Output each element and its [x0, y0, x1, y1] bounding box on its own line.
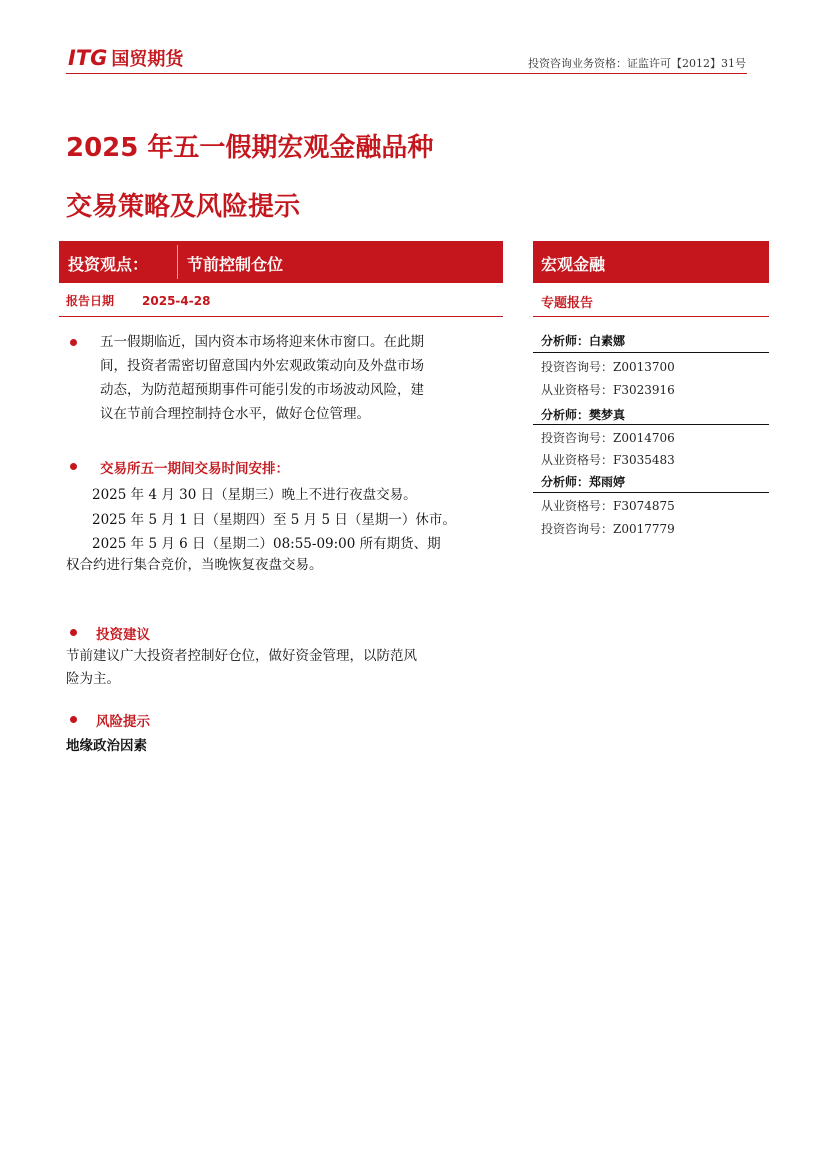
- logo-itg-text: ITG: [68, 46, 108, 70]
- schedule-heading: 交易所五一期间交易时间安排：: [100, 461, 289, 477]
- schedule-line: 2025 年 4 月 30 日（星期三）晚上不进行夜盘交易。: [92, 487, 417, 503]
- banner-separator: [177, 245, 178, 279]
- analyst-credential: 从业资格号：F3035483: [541, 453, 675, 467]
- bullet-icon: [70, 463, 77, 470]
- intro-line: 五一假期临近，国内资本市场将迎来休市窗口。在此期: [100, 334, 424, 350]
- bullet-icon: [70, 629, 77, 636]
- right-divider: [533, 316, 769, 317]
- advice-paragraph: [66, 645, 506, 691]
- analyst-name: 分析师：白素娜: [541, 334, 626, 348]
- analyst-divider: [533, 352, 769, 353]
- report-title-line-2: 交易策略及风险提示: [66, 192, 301, 222]
- analyst-name: 分析师：樊梦真: [541, 408, 626, 422]
- intro-line: 间，投资者需密切留意国内外宏观政策动向及外盘市场: [100, 358, 424, 374]
- analyst-credential: 投资咨询号：Z0017779: [541, 522, 675, 536]
- category-label: 宏观金融: [541, 255, 606, 274]
- report-date: [66, 292, 210, 309]
- intro-line: 议在节前合理控制持仓水平，做好仓位管理。: [100, 406, 370, 422]
- bullet-icon: [70, 716, 77, 723]
- advice-line: 险为主。: [66, 671, 120, 687]
- analyst-divider: [533, 424, 769, 425]
- analyst-name: 分析师：郑雨婷: [541, 475, 626, 489]
- license-info: 投资咨询业务资格：证监许可【2012】31号: [528, 57, 746, 70]
- analyst-credential: 从业资格号：F3074875: [541, 499, 675, 513]
- schedule-line-wrap: 权合约进行集合竞价，当晚恢复夜盘交易。: [66, 557, 323, 573]
- report-date-value: 2025-4-28: [142, 294, 211, 308]
- schedule-line: 2025 年 5 月 6 日（星期二）08:55-09:00 所有期货、期: [92, 536, 441, 552]
- logo-company-name: 国贸期货: [111, 49, 184, 70]
- advice-line: 节前建议广大投资者控制好仓位，做好资金管理，以防范风: [66, 648, 417, 664]
- analyst-divider: [533, 492, 769, 493]
- intro-line: 动态，为防范超预期事件可能引发的市场波动风险，建: [100, 382, 424, 398]
- category-banner: [533, 241, 769, 283]
- report-date-label: 报告日期: [66, 294, 115, 308]
- analyst-credential: 投资咨询号：Z0014706: [541, 431, 675, 445]
- left-divider: [59, 316, 503, 317]
- advice-heading: 投资建议: [96, 627, 150, 643]
- investment-view-value: 节前控制仓位: [187, 255, 284, 274]
- intro-paragraph: [100, 330, 500, 426]
- company-logo: [68, 46, 183, 70]
- investment-view-banner: [59, 241, 503, 283]
- analyst-credential: 从业资格号：F3023916: [541, 383, 675, 397]
- schedule-line: 2025 年 5 月 1 日（星期四）至 5 月 5 日（星期一）休市。: [92, 512, 456, 528]
- report-title-line-1: 2025 年五一假期宏观金融品种: [66, 133, 434, 163]
- analyst-credential: 投资咨询号：Z0013700: [541, 360, 675, 374]
- report-type: 专题报告: [541, 296, 594, 311]
- header-divider: [66, 73, 747, 74]
- investment-view-label: 投资观点：: [68, 255, 149, 274]
- risk-heading: 风险提示: [96, 714, 150, 730]
- risk-body: 地缘政治因素: [66, 738, 147, 754]
- bullet-icon: [70, 339, 77, 346]
